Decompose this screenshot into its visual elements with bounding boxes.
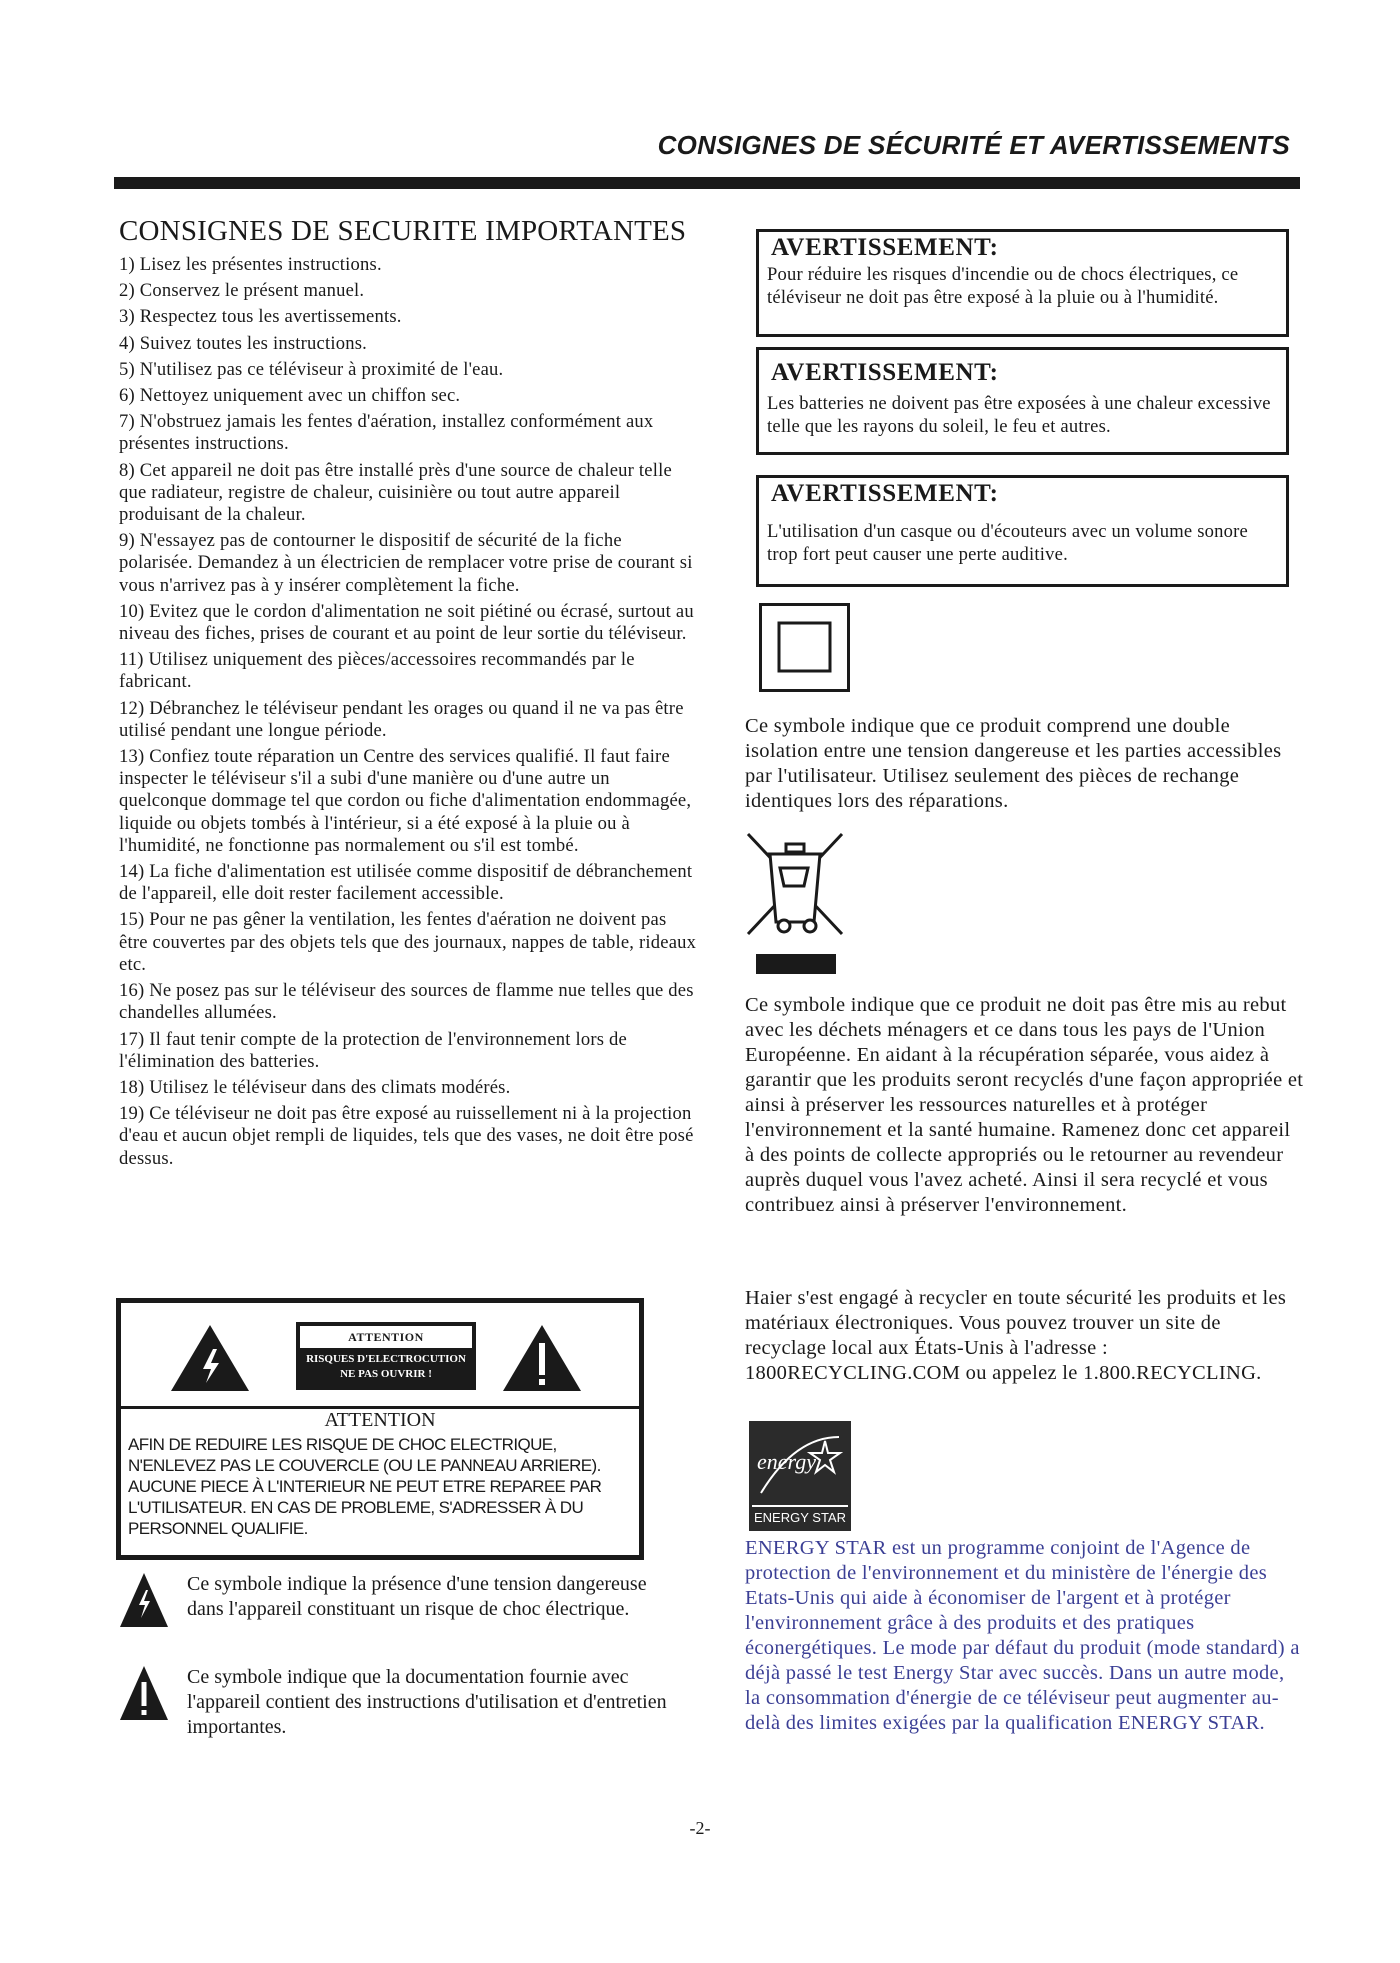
- page-header-title: CONSIGNES DE SÉCURITÉ ET AVERTISSEMENTS: [657, 130, 1290, 160]
- warning-text: Pour réduire les risques d'incendie ou de chocs électriques, ce téléviseur ne doit pas être exposé à la pluie ou à l'humidité.: [767, 264, 1239, 308]
- warning-text: L'utilisation d'un casque ou d'écouteurs avec un volume sonore trop fort peut causer une perte auditive.: [767, 521, 1248, 565]
- double-insulation-text: Ce symbole indique que ce produit comprend une double isolation entre une tension dangereuse et les parties accessibles par l'utilisateur. Utilisez seulement des pièces de rechange identiques lors des réparations.: [745, 715, 1282, 812]
- instruction-list: [119, 254, 697, 1170]
- energy-logo-label: ENERGY STAR: [752, 1505, 848, 1529]
- instruction-item: 7) N'obstruez jamais les fentes d'aération, installez conformément aux présentes instructions.: [119, 411, 654, 455]
- warning-title: AVERTISSEMENT:: [771, 480, 999, 507]
- instruction-item: 14) La fiche d'alimentation est utilisée comme dispositif de débranchement de l'appareil, elle doit rester facilement accessible.: [119, 861, 693, 905]
- instruction-item: 2) Conservez le présent manuel.: [119, 280, 365, 302]
- instruction-item: 16) Ne posez pas sur le téléviseur des sources de flamme nue telles que des chandelles allumées.: [119, 980, 694, 1024]
- caution-label-line: RISQUES D'ELECTROCUTION: [306, 1353, 466, 1365]
- double-insulation-icon: [759, 603, 850, 692]
- caution-label-body: [296, 1352, 476, 1382]
- recycling-text: Haier s'est engagé à recycler en toute sécurité les produits et les matériaux électroniques. Vous pouvez trouver un site de recyclage local aux États-Unis à l'adresse : 1800RECYCLING.COM ou appelez le 1.800.RECYCLING.: [745, 1287, 1287, 1384]
- instruction-item: 8) Cet appareil ne doit pas être installé près d'une source de chaleur telle que radiateur, registre de chaleur, cuisinière ou tout autre appareil produisant de la chaleur.: [119, 459, 672, 526]
- caution-box: [116, 1298, 644, 1560]
- exclamation-warning-icon: [501, 1323, 583, 1393]
- instruction-item: 6) Nettoyez uniquement avec un chiffon sec.: [119, 385, 461, 407]
- lightning-symbol-text: Ce symbole indique la présence d'une tension dangereuse dans l'appareil constituant un risque de choc électrique.: [187, 1573, 647, 1620]
- section-heading: CONSIGNES DE SECURITE IMPORTANTES: [119, 215, 687, 247]
- instruction-item: 10) Evitez que le cordon d'alimentation ne soit piétiné ou écrasé, surtout au niveau des fiches, prises de courant et au point de leur sortie du téléviseur.: [119, 600, 694, 645]
- instruction-item: 3) Respectez tous les avertissements.: [119, 306, 402, 328]
- caution-title: ATTENTION: [324, 1409, 436, 1431]
- exclamation-triangle-icon: [119, 1665, 169, 1721]
- warning-box: [756, 347, 1289, 455]
- instruction-item: 5) N'utilisez pas ce téléviseur à proximité de l'eau.: [119, 358, 504, 380]
- energy-logo-script: energy: [757, 1449, 817, 1474]
- instruction-item: 13) Confiez toute réparation un Centre des services qualifié. Il faut faire inspecter le téléviseur s'il a subi d'une manière ou d'une autre un quelconque dommage tel que cordon ou fiche d'alimentation endommagée, liquide ou objets tombés à l'intérieur, si a été exposé à la pluie ou à l'humidité, ne fonctionne pas normalement ou s'il est tombé.: [119, 746, 692, 856]
- weee-text: Ce symbole indique que ce produit ne doit pas être mis au rebut avec les déchets ménagers et ce dans tous les pays de l'Union Européenne. En aidant à la récupération séparée, vous aidez à garantir que les produits seront recyclés d'une façon appropriée et ainsi à préserver les ressources naturelles et à protéger l'environnement et la santé humaine. Ramenez donc cet appareil à des points de collecte appropriés ou le retourner au revendeur auprès duquel vous l'avez acheté. Ainsi il sera recyclé et vous contribuez ainsi à préserver l'environnement.: [745, 994, 1304, 1216]
- lightning-triangle-icon: [119, 1572, 169, 1628]
- warning-title: AVERTISSEMENT:: [771, 359, 999, 386]
- instruction-item: 15) Pour ne pas gêner la ventilation, les fentes d'aération ne doivent pas être couvertes par des objets tels que des journaux, nappes de table, rideaux etc.: [119, 909, 697, 975]
- instruction-item: 19) Ce téléviseur ne doit pas être exposé au ruissellement ni à la projection d'eau et aucun objet rempli de liquides, tels que des vases, ne doit être posé dessus.: [119, 1103, 694, 1169]
- instruction-item: 12) Débranchez le téléviseur pendant les orages ou quand il ne va pas être utilisé pendant une longue période.: [119, 697, 684, 741]
- energy-star-text: ENERGY STAR est un programme conjoint de l'Agence de protection de l'environnement et du ministère de l'énergie des Etats-Unis qui aide à économiser de l'argent et à protéger l'environnement grâce à des produits et des pratiques éconergétiques. Le mode par défaut du produit (mode standard) a déjà passé le test Energy Star avec succès. Dans un autre mode, la consommation d'énergie de ce téléviseur peut augmenter au-delà des limites exigées par la qualification ENERGY STAR.: [745, 1537, 1300, 1734]
- safety-instructions-section: [119, 212, 697, 1174]
- warning-box: [756, 229, 1289, 337]
- page-number: -2-: [689, 1818, 711, 1838]
- lightning-warning-icon: [169, 1323, 251, 1393]
- instruction-item: 4) Suivez toutes les instructions.: [119, 332, 367, 354]
- warning-box: [756, 475, 1289, 587]
- warning-title: AVERTISSEMENT:: [771, 234, 999, 261]
- caution-label-top: ATTENTION: [300, 1326, 472, 1348]
- warning-text: Les batteries ne doivent pas être exposées à une chaleur excessive telle que les rayons du soleil, le feu et autres.: [767, 393, 1271, 437]
- caution-text: AFIN DE REDUIRE LES RISQUE DE CHOC ELECTRIQUE, N'ENLEVEZ PAS LE COUVERCLE (OU LE PANNEAU ARRIERE). AUCUNE PIECE À L'INTERIEUR NE PEUT ETRE REPAREE PAR L'UTILISATEUR. EN CAS DE PROBLEME, S'ADRESSER À DU PERSONNEL QUALIFIE.: [128, 1435, 602, 1538]
- exclamation-symbol-text: Ce symbole indique que la documentation fournie avec l'appareil contient des instructions d'utilisation et d'entretien importantes.: [187, 1666, 667, 1738]
- instruction-item: 1) Lisez les présentes instructions.: [119, 254, 382, 275]
- caution-label: [296, 1322, 476, 1390]
- caution-label-line: NE PAS OUVRIR !: [340, 1368, 432, 1380]
- caution-header: [121, 1303, 639, 1409]
- instruction-item: 9) N'essayez pas de contourner le dispositif de sécurité de la fiche polarisée. Demandez à un électricien de remplacer votre prise de courant si vous n'arrivez pas à y insérer complètement la fiche.: [119, 530, 693, 596]
- instruction-item: 17) Il faut tenir compte de la protection de l'environnement lors de l'élimination des batteries.: [119, 1028, 627, 1072]
- instruction-item: 11) Utilisez uniquement des pièces/accessoires recommandés par le fabricant.: [119, 649, 635, 693]
- instruction-item: 18) Utilisez le téléviseur dans des climats modérés.: [119, 1076, 511, 1098]
- energy-star-logo: [749, 1421, 851, 1531]
- header-rule: [114, 177, 1300, 189]
- crossed-out-bin-icon: [744, 830, 848, 978]
